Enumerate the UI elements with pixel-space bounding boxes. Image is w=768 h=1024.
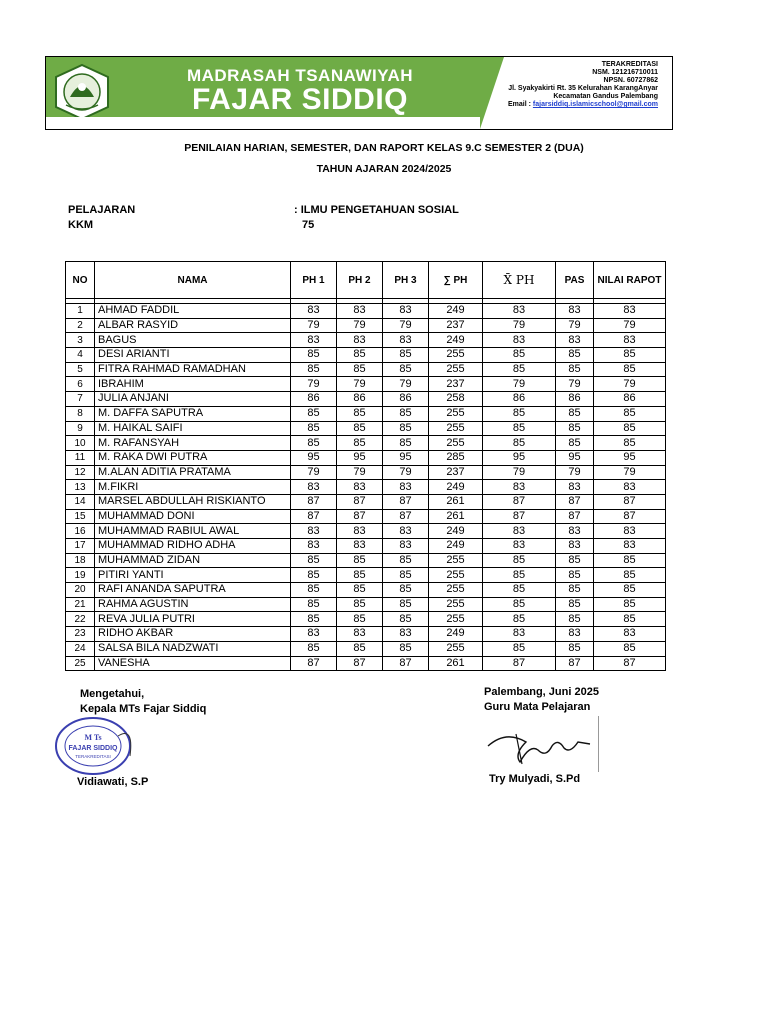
score-cell: 86 bbox=[483, 392, 556, 407]
score-cell: 85 bbox=[291, 597, 337, 612]
score-cell: 85 bbox=[337, 436, 383, 451]
score-cell: 86 bbox=[383, 392, 429, 407]
row-number-cell: 16 bbox=[66, 524, 95, 539]
row-number-cell: 4 bbox=[66, 348, 95, 363]
score-cell: 255 bbox=[429, 641, 483, 656]
score-cell: 255 bbox=[429, 436, 483, 451]
score-cell: 255 bbox=[429, 362, 483, 377]
score-cell: 85 bbox=[337, 553, 383, 568]
student-name-cell: SALSA BILA NADZWATI bbox=[95, 641, 291, 656]
score-cell: 83 bbox=[337, 539, 383, 554]
principal-title: Kepala MTs Fajar Siddiq bbox=[80, 703, 207, 715]
score-cell: 83 bbox=[337, 480, 383, 495]
row-number-cell: 9 bbox=[66, 421, 95, 436]
address-line-1: Jl. Syakyakirti Rt. 35 Kelurahan KarangAnyar bbox=[508, 85, 658, 92]
score-cell: 87 bbox=[337, 656, 383, 671]
score-cell: 87 bbox=[483, 656, 556, 671]
score-cell: 79 bbox=[594, 377, 666, 392]
score-cell: 87 bbox=[483, 494, 556, 509]
score-cell: 95 bbox=[483, 450, 556, 465]
svg-text:FAJAR SIDDIQ: FAJAR SIDDIQ bbox=[68, 745, 118, 752]
score-cell: 85 bbox=[556, 553, 594, 568]
student-name-cell: MUHAMMAD RABIUL AWAL bbox=[95, 524, 291, 539]
score-cell: 85 bbox=[483, 348, 556, 363]
score-cell: 249 bbox=[429, 480, 483, 495]
score-cell: 85 bbox=[483, 641, 556, 656]
score-cell: 85 bbox=[483, 362, 556, 377]
score-cell: 95 bbox=[556, 450, 594, 465]
svg-text:M Ts: M Ts bbox=[84, 733, 102, 742]
school-name: FAJAR SIDDIQ bbox=[191, 83, 409, 116]
score-cell: 87 bbox=[291, 509, 337, 524]
score-cell: 86 bbox=[291, 392, 337, 407]
table-row bbox=[66, 318, 666, 333]
row-number-cell: 6 bbox=[66, 377, 95, 392]
row-number-cell: 18 bbox=[66, 553, 95, 568]
score-cell: 83 bbox=[383, 333, 429, 348]
score-cell: 83 bbox=[483, 627, 556, 642]
score-cell: 79 bbox=[291, 465, 337, 480]
score-cell: 87 bbox=[594, 509, 666, 524]
banner-slant bbox=[480, 57, 504, 129]
score-cell: 85 bbox=[291, 583, 337, 598]
score-cell: 85 bbox=[383, 597, 429, 612]
score-cell: 83 bbox=[291, 333, 337, 348]
score-cell: 285 bbox=[429, 450, 483, 465]
score-cell: 237 bbox=[429, 377, 483, 392]
score-cell: 85 bbox=[594, 362, 666, 377]
student-name-cell: MUHAMMAD RIDHO ADHA bbox=[95, 539, 291, 554]
kkm-label: KKM bbox=[68, 219, 94, 231]
acknowledged-label: Mengetahui, bbox=[80, 688, 145, 700]
score-cell: 85 bbox=[291, 362, 337, 377]
row-number-cell: 22 bbox=[66, 612, 95, 627]
score-cell: 85 bbox=[556, 583, 594, 598]
score-cell: 87 bbox=[337, 509, 383, 524]
document-title: PENILAIAN HARIAN, SEMESTER, DAN RAPORT KELAS 9.C SEMESTER 2 (DUA) bbox=[184, 142, 584, 154]
score-cell: 261 bbox=[429, 494, 483, 509]
score-cell: 249 bbox=[429, 627, 483, 642]
score-cell: 85 bbox=[383, 406, 429, 421]
score-cell: 85 bbox=[337, 362, 383, 377]
school-type: MADRASAH TSANAWIYAH bbox=[186, 66, 414, 85]
column-header: PH 2 bbox=[337, 262, 383, 299]
teacher-signature-icon bbox=[486, 724, 596, 768]
table-row bbox=[66, 392, 666, 407]
score-cell: 83 bbox=[383, 524, 429, 539]
score-cell: 87 bbox=[383, 509, 429, 524]
subject-value: : ILMU PENGETAHUAN SOSIAL bbox=[294, 204, 459, 216]
score-cell: 85 bbox=[483, 406, 556, 421]
score-cell: 85 bbox=[556, 612, 594, 627]
school-stamp-icon bbox=[54, 716, 132, 776]
row-number-cell: 25 bbox=[66, 656, 95, 671]
score-cell: 87 bbox=[556, 509, 594, 524]
column-header: X̄ PH bbox=[483, 262, 556, 299]
row-number-cell: 1 bbox=[66, 304, 95, 319]
score-cell: 95 bbox=[291, 450, 337, 465]
score-cell: 83 bbox=[594, 304, 666, 319]
score-cell: 255 bbox=[429, 597, 483, 612]
student-name-cell: RAHMA AGUSTIN bbox=[95, 597, 291, 612]
score-cell: 85 bbox=[556, 568, 594, 583]
teacher-title: Guru Mata Pelajaran bbox=[484, 701, 591, 713]
score-cell: 83 bbox=[556, 627, 594, 642]
score-cell: 79 bbox=[483, 465, 556, 480]
score-cell: 261 bbox=[429, 509, 483, 524]
score-cell: 87 bbox=[594, 656, 666, 671]
score-cell: 85 bbox=[337, 641, 383, 656]
score-cell: 85 bbox=[291, 436, 337, 451]
score-cell: 83 bbox=[594, 627, 666, 642]
score-cell: 83 bbox=[483, 480, 556, 495]
score-cell: 85 bbox=[383, 568, 429, 583]
table-row bbox=[66, 406, 666, 421]
score-cell: 83 bbox=[291, 539, 337, 554]
score-cell: 83 bbox=[483, 333, 556, 348]
row-number-cell: 11 bbox=[66, 450, 95, 465]
score-cell: 79 bbox=[556, 465, 594, 480]
row-number-cell: 7 bbox=[66, 392, 95, 407]
score-cell: 249 bbox=[429, 304, 483, 319]
teacher-name: Try Mulyadi, S.Pd bbox=[489, 773, 581, 785]
grades-table bbox=[65, 261, 666, 671]
score-cell: 85 bbox=[383, 641, 429, 656]
score-cell: 79 bbox=[556, 318, 594, 333]
row-number-cell: 3 bbox=[66, 333, 95, 348]
signature-divider bbox=[598, 716, 599, 772]
school-info bbox=[508, 61, 658, 109]
score-cell: 83 bbox=[291, 480, 337, 495]
column-header: NAMA bbox=[95, 262, 291, 299]
score-cell: 83 bbox=[337, 524, 383, 539]
score-cell: 255 bbox=[429, 583, 483, 598]
score-cell: 83 bbox=[556, 480, 594, 495]
column-header: PH 3 bbox=[383, 262, 429, 299]
score-cell: 83 bbox=[594, 480, 666, 495]
score-cell: 85 bbox=[594, 612, 666, 627]
student-name-cell: RIDHO AKBAR bbox=[95, 627, 291, 642]
score-cell: 85 bbox=[594, 583, 666, 598]
score-cell: 79 bbox=[483, 377, 556, 392]
score-cell: 79 bbox=[483, 318, 556, 333]
column-header: NILAI RAPOT bbox=[594, 262, 666, 299]
score-cell: 83 bbox=[383, 480, 429, 495]
score-cell: 95 bbox=[594, 450, 666, 465]
table-row bbox=[66, 524, 666, 539]
score-cell: 85 bbox=[594, 553, 666, 568]
table-row bbox=[66, 568, 666, 583]
student-name-cell: AHMAD FADDIL bbox=[95, 304, 291, 319]
score-cell: 83 bbox=[291, 304, 337, 319]
score-cell: 83 bbox=[483, 539, 556, 554]
student-name-cell: M. RAKA DWI PUTRA bbox=[95, 450, 291, 465]
score-cell: 79 bbox=[383, 377, 429, 392]
student-name-cell: BAGUS bbox=[95, 333, 291, 348]
column-header: NO bbox=[66, 262, 95, 299]
column-header: PAS bbox=[556, 262, 594, 299]
score-cell: 83 bbox=[556, 333, 594, 348]
score-cell: 86 bbox=[556, 392, 594, 407]
score-cell: 85 bbox=[556, 641, 594, 656]
row-number-cell: 21 bbox=[66, 597, 95, 612]
place-date: Palembang, Juni 2025 bbox=[484, 686, 599, 698]
table-row bbox=[66, 362, 666, 377]
student-name-cell: MUHAMMAD ZIDAN bbox=[95, 553, 291, 568]
table-row bbox=[66, 494, 666, 509]
score-cell: 83 bbox=[383, 539, 429, 554]
score-cell: 85 bbox=[337, 406, 383, 421]
score-cell: 83 bbox=[337, 333, 383, 348]
score-cell: 85 bbox=[594, 406, 666, 421]
score-cell: 85 bbox=[556, 362, 594, 377]
academic-year: TAHUN AJARAN 2024/2025 bbox=[316, 163, 452, 175]
score-cell: 255 bbox=[429, 553, 483, 568]
npsn-text: NPSN. 60727862 bbox=[603, 77, 658, 84]
student-name-cell: REVA JULIA PUTRI bbox=[95, 612, 291, 627]
table-row bbox=[66, 612, 666, 627]
address-line-2: Kecamatan Gandus Palembang bbox=[553, 93, 658, 100]
score-cell: 95 bbox=[337, 450, 383, 465]
score-cell: 255 bbox=[429, 348, 483, 363]
score-cell: 83 bbox=[556, 524, 594, 539]
student-name-cell: IBRAHIM bbox=[95, 377, 291, 392]
score-cell: 79 bbox=[291, 377, 337, 392]
score-cell: 79 bbox=[337, 377, 383, 392]
table-row bbox=[66, 509, 666, 524]
score-cell: 85 bbox=[291, 612, 337, 627]
score-cell: 85 bbox=[291, 406, 337, 421]
table-row bbox=[66, 553, 666, 568]
banner-bottom-band bbox=[46, 117, 480, 129]
score-cell: 85 bbox=[337, 568, 383, 583]
score-cell: 83 bbox=[337, 304, 383, 319]
score-cell: 85 bbox=[291, 568, 337, 583]
student-name-cell: M. DAFFA SAPUTRA bbox=[95, 406, 291, 421]
score-cell: 87 bbox=[337, 494, 383, 509]
student-name-cell: DESI ARIANTI bbox=[95, 348, 291, 363]
row-number-cell: 19 bbox=[66, 568, 95, 583]
score-cell: 83 bbox=[556, 304, 594, 319]
student-name-cell: M. RAFANSYAH bbox=[95, 436, 291, 451]
svg-text:TERAKREDITASI: TERAKREDITASI bbox=[75, 754, 111, 759]
principal-name: Vidiawati, S.P bbox=[77, 776, 149, 788]
subject-label: PELAJARAN bbox=[68, 204, 136, 216]
score-cell: 85 bbox=[594, 348, 666, 363]
score-cell: 79 bbox=[594, 465, 666, 480]
score-cell: 85 bbox=[483, 568, 556, 583]
school-header-banner bbox=[45, 56, 673, 130]
score-cell: 85 bbox=[337, 612, 383, 627]
column-header: ∑ PH bbox=[429, 262, 483, 299]
score-cell: 83 bbox=[483, 524, 556, 539]
score-cell: 87 bbox=[556, 656, 594, 671]
score-cell: 85 bbox=[383, 612, 429, 627]
row-number-cell: 12 bbox=[66, 465, 95, 480]
email-label: Email : bbox=[508, 101, 533, 108]
row-number-cell: 23 bbox=[66, 627, 95, 642]
score-cell: 83 bbox=[337, 627, 383, 642]
score-cell: 86 bbox=[337, 392, 383, 407]
score-cell: 85 bbox=[291, 348, 337, 363]
score-cell: 87 bbox=[594, 494, 666, 509]
score-cell: 237 bbox=[429, 318, 483, 333]
score-cell: 79 bbox=[556, 377, 594, 392]
table-row bbox=[66, 480, 666, 495]
score-cell: 85 bbox=[483, 421, 556, 436]
student-name-cell: ALBAR RASYID bbox=[95, 318, 291, 333]
accreditation-text: TERAKREDITASI bbox=[601, 61, 658, 68]
table-body bbox=[66, 299, 666, 671]
score-cell: 79 bbox=[337, 318, 383, 333]
kkm-value: 75 bbox=[302, 219, 315, 231]
score-cell: 258 bbox=[429, 392, 483, 407]
score-cell: 83 bbox=[291, 524, 337, 539]
score-cell: 85 bbox=[383, 436, 429, 451]
score-cell: 85 bbox=[483, 597, 556, 612]
table-row bbox=[66, 597, 666, 612]
email-link[interactable]: fajarsiddiq.islamicschool@gmail.com bbox=[532, 101, 658, 108]
table-row bbox=[66, 421, 666, 436]
score-cell: 87 bbox=[291, 494, 337, 509]
score-cell: 255 bbox=[429, 612, 483, 627]
score-cell: 249 bbox=[429, 539, 483, 554]
score-cell: 87 bbox=[383, 656, 429, 671]
row-number-cell: 8 bbox=[66, 406, 95, 421]
table-row bbox=[66, 450, 666, 465]
score-cell: 85 bbox=[383, 553, 429, 568]
student-name-cell: JULIA ANJANI bbox=[95, 392, 291, 407]
score-cell: 85 bbox=[483, 553, 556, 568]
score-cell: 85 bbox=[383, 421, 429, 436]
student-name-cell: M. HAIKAL SAIFI bbox=[95, 421, 291, 436]
table-row bbox=[66, 627, 666, 642]
table-row bbox=[66, 304, 666, 319]
score-cell: 85 bbox=[556, 436, 594, 451]
score-cell: 237 bbox=[429, 465, 483, 480]
score-cell: 85 bbox=[483, 436, 556, 451]
table-row bbox=[66, 539, 666, 554]
score-cell: 85 bbox=[291, 421, 337, 436]
score-cell: 79 bbox=[383, 465, 429, 480]
table-row bbox=[66, 377, 666, 392]
row-number-cell: 2 bbox=[66, 318, 95, 333]
row-number-cell: 5 bbox=[66, 362, 95, 377]
score-cell: 85 bbox=[337, 583, 383, 598]
row-number-cell: 14 bbox=[66, 494, 95, 509]
score-cell: 83 bbox=[594, 333, 666, 348]
row-number-cell: 13 bbox=[66, 480, 95, 495]
score-cell: 83 bbox=[383, 627, 429, 642]
column-header: PH 1 bbox=[291, 262, 337, 299]
score-cell: 79 bbox=[383, 318, 429, 333]
score-cell: 85 bbox=[556, 421, 594, 436]
row-number-cell: 24 bbox=[66, 641, 95, 656]
table-row bbox=[66, 348, 666, 363]
table-row bbox=[66, 641, 666, 656]
score-cell: 87 bbox=[556, 494, 594, 509]
score-cell: 85 bbox=[594, 421, 666, 436]
score-cell: 85 bbox=[594, 568, 666, 583]
score-cell: 249 bbox=[429, 333, 483, 348]
student-name-cell: PITIRI YANTI bbox=[95, 568, 291, 583]
score-cell: 85 bbox=[291, 641, 337, 656]
row-number-cell: 15 bbox=[66, 509, 95, 524]
student-name-cell: VANESHA bbox=[95, 656, 291, 671]
score-cell: 85 bbox=[483, 612, 556, 627]
table-row bbox=[66, 656, 666, 671]
score-cell: 85 bbox=[291, 553, 337, 568]
student-name-cell: MUHAMMAD DONI bbox=[95, 509, 291, 524]
score-cell: 255 bbox=[429, 421, 483, 436]
score-cell: 85 bbox=[383, 348, 429, 363]
score-cell: 87 bbox=[291, 656, 337, 671]
score-cell: 85 bbox=[556, 348, 594, 363]
table-row bbox=[66, 583, 666, 598]
student-name-cell: M.FIKRI bbox=[95, 480, 291, 495]
score-cell: 255 bbox=[429, 568, 483, 583]
score-cell: 85 bbox=[483, 583, 556, 598]
score-cell: 261 bbox=[429, 656, 483, 671]
score-cell: 83 bbox=[594, 539, 666, 554]
student-name-cell: RAFI ANANDA SAPUTRA bbox=[95, 583, 291, 598]
score-cell: 85 bbox=[337, 421, 383, 436]
table-header-row bbox=[66, 262, 666, 299]
score-cell: 85 bbox=[383, 583, 429, 598]
score-cell: 87 bbox=[483, 509, 556, 524]
score-cell: 79 bbox=[291, 318, 337, 333]
student-name-cell: MARSEL ABDULLAH RISKIANTO bbox=[95, 494, 291, 509]
row-number-cell: 10 bbox=[66, 436, 95, 451]
score-cell: 85 bbox=[556, 597, 594, 612]
email-line bbox=[508, 101, 658, 109]
score-cell: 85 bbox=[594, 597, 666, 612]
score-cell: 85 bbox=[337, 348, 383, 363]
table-row bbox=[66, 333, 666, 348]
table-row bbox=[66, 436, 666, 451]
score-cell: 79 bbox=[337, 465, 383, 480]
score-cell: 83 bbox=[291, 627, 337, 642]
score-cell: 85 bbox=[556, 406, 594, 421]
score-cell: 79 bbox=[594, 318, 666, 333]
score-cell: 83 bbox=[383, 304, 429, 319]
score-cell: 83 bbox=[483, 304, 556, 319]
score-cell: 255 bbox=[429, 406, 483, 421]
score-cell: 85 bbox=[594, 436, 666, 451]
row-number-cell: 20 bbox=[66, 583, 95, 598]
student-name-cell: M.ALAN ADITIA PRATAMA bbox=[95, 465, 291, 480]
score-cell: 85 bbox=[337, 597, 383, 612]
score-cell: 83 bbox=[556, 539, 594, 554]
score-cell: 87 bbox=[383, 494, 429, 509]
score-cell: 83 bbox=[594, 524, 666, 539]
row-number-cell: 17 bbox=[66, 539, 95, 554]
score-cell: 95 bbox=[383, 450, 429, 465]
score-cell: 85 bbox=[594, 641, 666, 656]
score-cell: 86 bbox=[594, 392, 666, 407]
nsm-text: NSM. 121216710011 bbox=[592, 69, 658, 76]
score-cell: 249 bbox=[429, 524, 483, 539]
score-cell: 85 bbox=[383, 362, 429, 377]
table-row bbox=[66, 465, 666, 480]
student-name-cell: FITRA RAHMAD RAMADHAN bbox=[95, 362, 291, 377]
school-logo-icon bbox=[52, 63, 112, 121]
